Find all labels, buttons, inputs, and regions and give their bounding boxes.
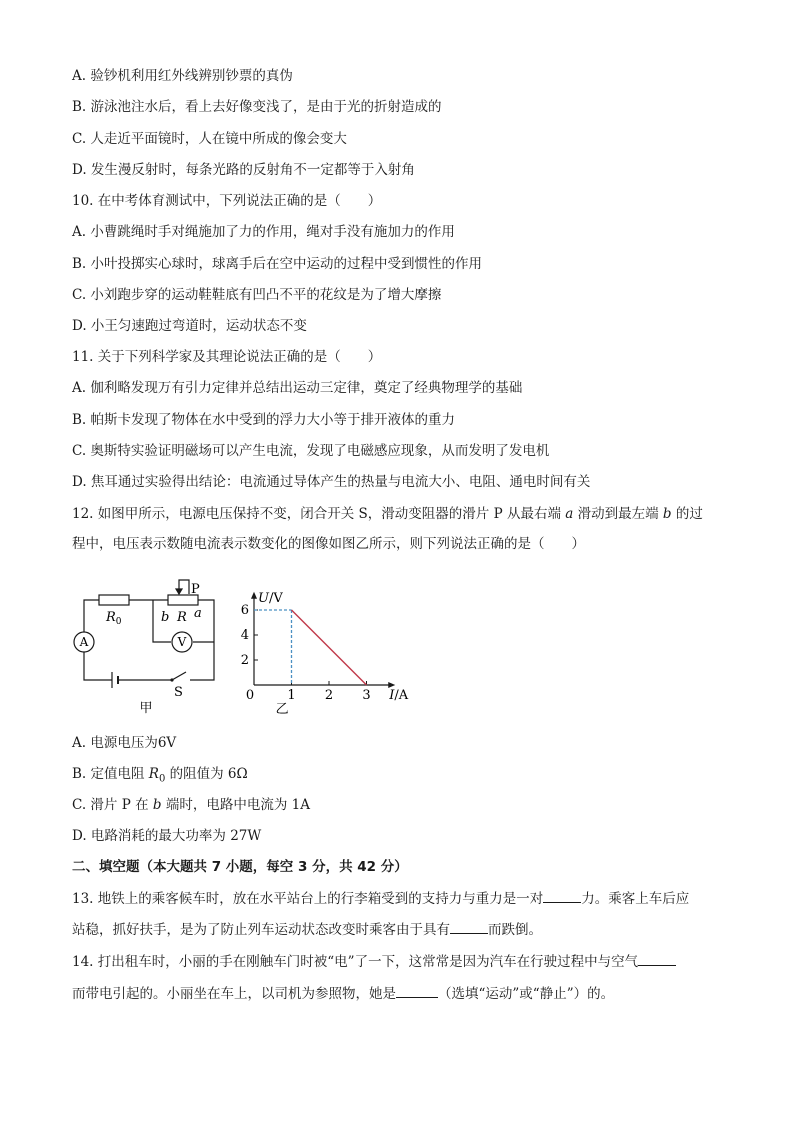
- caption-yi: 乙: [275, 702, 289, 717]
- q13-blank-2[interactable]: [450, 919, 488, 934]
- q9-option-c: C. 人走近平面镜时，人在镜中所成的像会变大: [72, 131, 347, 147]
- y-tick-label: 2: [240, 653, 249, 668]
- q13-line1: 13. 地铁上的乘客候车时，放在水平站台上的行李箱受到的支持力与重力是一对 力。乘客上车后应: [72, 888, 689, 909]
- y-axis-label: U/V: [258, 590, 283, 606]
- q9-option-a: A. 验钞机利用红外线辨别钞票的真伪: [72, 68, 293, 84]
- q13-blank-1[interactable]: [543, 888, 581, 903]
- q12-option-d: D. 电路消耗的最大功率为 27W: [72, 828, 262, 844]
- q10-option-a: A. 小曹跳绳时手对绳施加了力的作用，绳对手没有施加力的作用: [72, 224, 455, 240]
- q10-stem: 10. 在中考体育测试中，下列说法正确的是（ ）: [72, 193, 382, 209]
- label-r0: $R_0$: [106, 610, 122, 627]
- q11-option-d: D. 焦耳通过实验得出结论：电流通过导体产生的热量与电流大小、电阻、通电时间有关: [72, 474, 591, 490]
- y-tick-label: 6: [240, 603, 249, 618]
- q11-option-b: B. 帕斯卡发现了物体在水中受到的浮力大小等于排开液体的重力: [72, 412, 456, 428]
- resistor-r0: [99, 595, 129, 605]
- q12-option-c: C. 滑片 P 在 b 端时，电路中电流为 1A: [72, 797, 310, 813]
- switch-blade: [172, 672, 186, 680]
- caption-jia: 甲: [139, 701, 153, 716]
- label-b: b: [161, 610, 170, 625]
- q11-stem: 11. 关于下列科学家及其理论说法正确的是（ ）: [72, 349, 382, 365]
- q11-option-c: C. 奥斯特实验证明磁场可以产生电流，发现了电磁感应现象，从而发明了发电机: [72, 443, 550, 459]
- q14-blank-2[interactable]: [396, 983, 438, 998]
- q9-option-b: B. 游泳池注水后，看上去好像变浅了，是由于光的折射造成的: [72, 99, 442, 115]
- x-axis-label: I/A: [389, 688, 409, 703]
- q14-line2: 而带电引起的。小丽坐在车上，以司机为参照物，她是 （选填“运动”或“静止”）的。: [72, 983, 614, 1004]
- x-tick-label: 2: [324, 688, 334, 703]
- q10-option-c: C. 小刘跑步穿的运动鞋鞋底有凹凸不平的花纹是为了增大摩擦: [72, 287, 442, 303]
- y-axis-arrow: [251, 592, 257, 599]
- wire-bottom-right: [190, 642, 214, 680]
- q12-option-a: A. 电源电压为6V: [72, 735, 177, 751]
- slider-arrowhead: [176, 589, 182, 594]
- q14-line1: 14. 打出租车时，小丽的手在刚触车门时被“电”了一下，这常常是因为汽车在行驶过程中与空气: [72, 951, 676, 972]
- q12-option-b: B. 定值电阻 $R_0$ 的阻值为 6Ω: [72, 766, 248, 785]
- label-ammeter: A: [79, 635, 89, 649]
- q10-option-d: D. 小王匀速跑过弯道时，运动状态不变: [72, 318, 307, 334]
- circuit-diagram: [68, 570, 238, 720]
- ui-graph: [240, 565, 410, 720]
- q12-stem-line2: 程中，电压表示数随电流表示数变化的图像如图乙所示，则下列说法正确的是（ ）: [72, 536, 585, 552]
- label-switch: S: [174, 685, 183, 700]
- y-tick-label: 4: [240, 628, 249, 643]
- section2-heading: 二、填空题（本大题共 7 小题，每空 3 分，共 42 分）: [72, 859, 408, 875]
- label-voltmeter: V: [177, 635, 187, 649]
- q10-option-b: B. 小叶投掷实心球时，球离手后在空中运动的过程中受到惯性的作用: [72, 256, 483, 272]
- x-tick-label: 0: [245, 688, 255, 703]
- q14-blank-1[interactable]: [638, 951, 676, 966]
- label-p: P: [191, 582, 200, 597]
- q13-line2: 站稳，抓好扶手，是为了防止列车运动状态改变时乘客由于具有 而跌倒。: [72, 919, 542, 940]
- x-tick-label: 1: [287, 688, 296, 703]
- q9-option-d: D. 发生漫反射时，每条光路的反射角不一定都等于入射角: [72, 162, 415, 178]
- label-r: R: [177, 610, 187, 625]
- series-line: [292, 610, 367, 685]
- wire-bottom-left: [84, 652, 112, 680]
- q12-stem-line1: 12. 如图甲所示，电源电压保持不变，闭合开关 S，滑动变阻器的滑片 P 从最右端 a 滑动到最左端 b 的过: [72, 506, 703, 522]
- q11-option-a: A. 伽利略发现万有引力定律并总结出运动三定律，奠定了经典物理学的基础: [72, 380, 523, 396]
- switch-pivot: [170, 678, 173, 681]
- x-tick-label: 3: [362, 688, 371, 703]
- label-a: a: [194, 606, 202, 621]
